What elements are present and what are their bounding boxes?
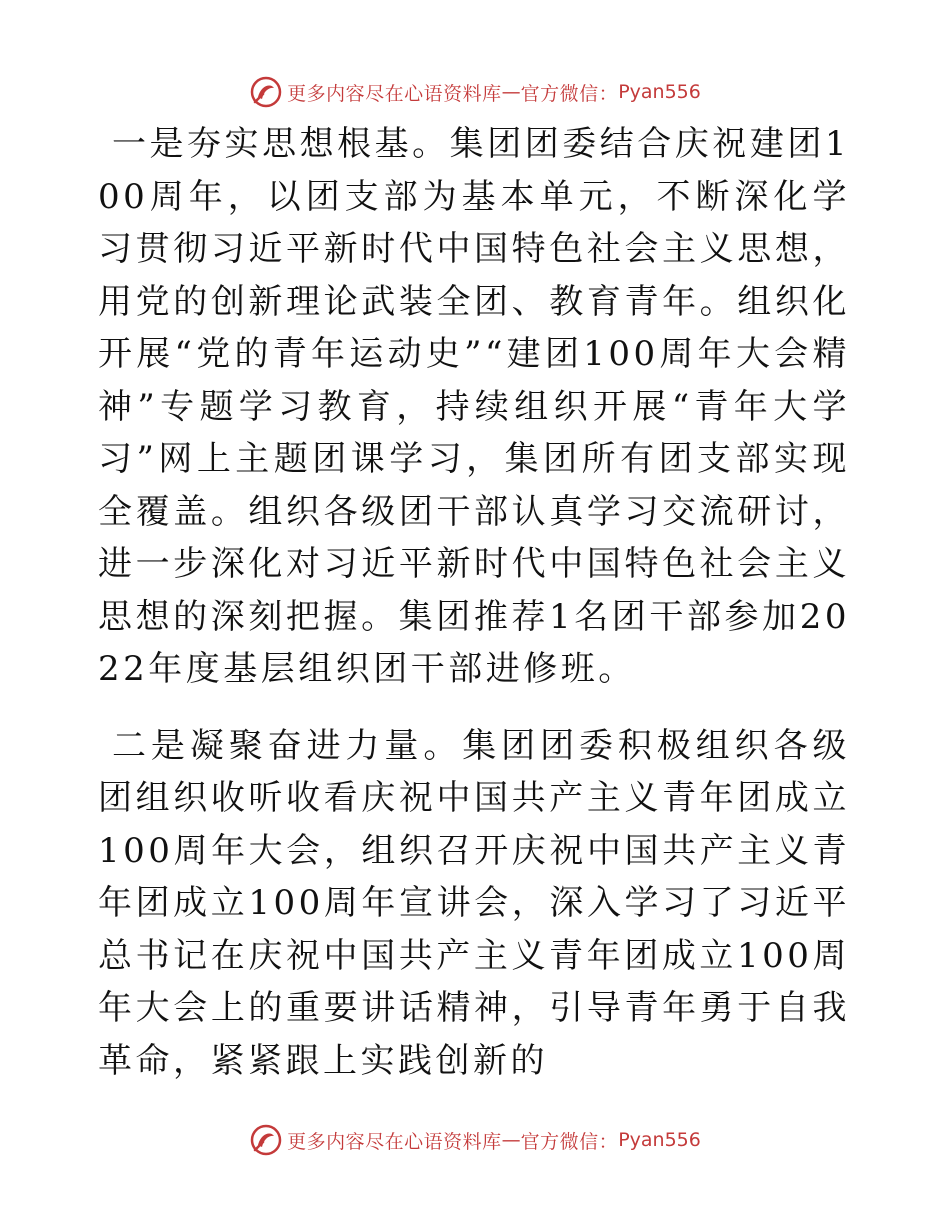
paragraph-1: 一是夯实思想根基。集团团委结合庆祝建团100周年，以团支部为基本单元，不断深化学习贯彻习近平新时代中国特色社会主义思想，用党的创新理论武装全团、教育青年。组织化开展“党的青年运动史”“建团100周年大会精神”专题学习教育，持续组织开展“青年大学习”网上主题团课学习，集团所有团支部实现全覆盖。组织各级团干部认真学习交流研讨，进一步深化对习近平新时代中国特色社会主义思想的深刻把握。集团推荐1名团干部参加2022年度基层组织团干部进修班。 (98, 124, 850, 689)
banner-contact-id: Pyan556 (618, 1129, 701, 1151)
footer-watermark-banner (0, 1120, 950, 1160)
banner-text: 更多内容尽在心语资料库 (287, 1130, 502, 1153)
banner-separator: — (501, 1129, 521, 1151)
document-body (98, 118, 850, 1111)
banner-contact-label: 官方微信： (520, 1130, 619, 1153)
brand-logo-icon (249, 75, 283, 109)
paragraph-2: 二是凝聚奋进力量。集团团委积极组织各级团组织收听收看庆祝中国共产主义青年团成立100周年大会，组织召开庆祝中国共产主义青年团成立100周年宣讲会，深入学习了习近平总书记在庆祝中国共产主义青年团成立100周年大会上的重要讲话精神，引导青年勇于自我革命，紧紧跟上实践创新的 (98, 725, 850, 1081)
brand-logo-icon (249, 1123, 283, 1157)
banner-contact-id: Pyan556 (618, 81, 701, 103)
banner-text: 更多内容尽在心语资料库 (287, 82, 502, 105)
header-watermark-banner (0, 72, 950, 112)
banner-separator: — (501, 81, 521, 103)
banner-contact-label: 官方微信： (520, 82, 619, 105)
